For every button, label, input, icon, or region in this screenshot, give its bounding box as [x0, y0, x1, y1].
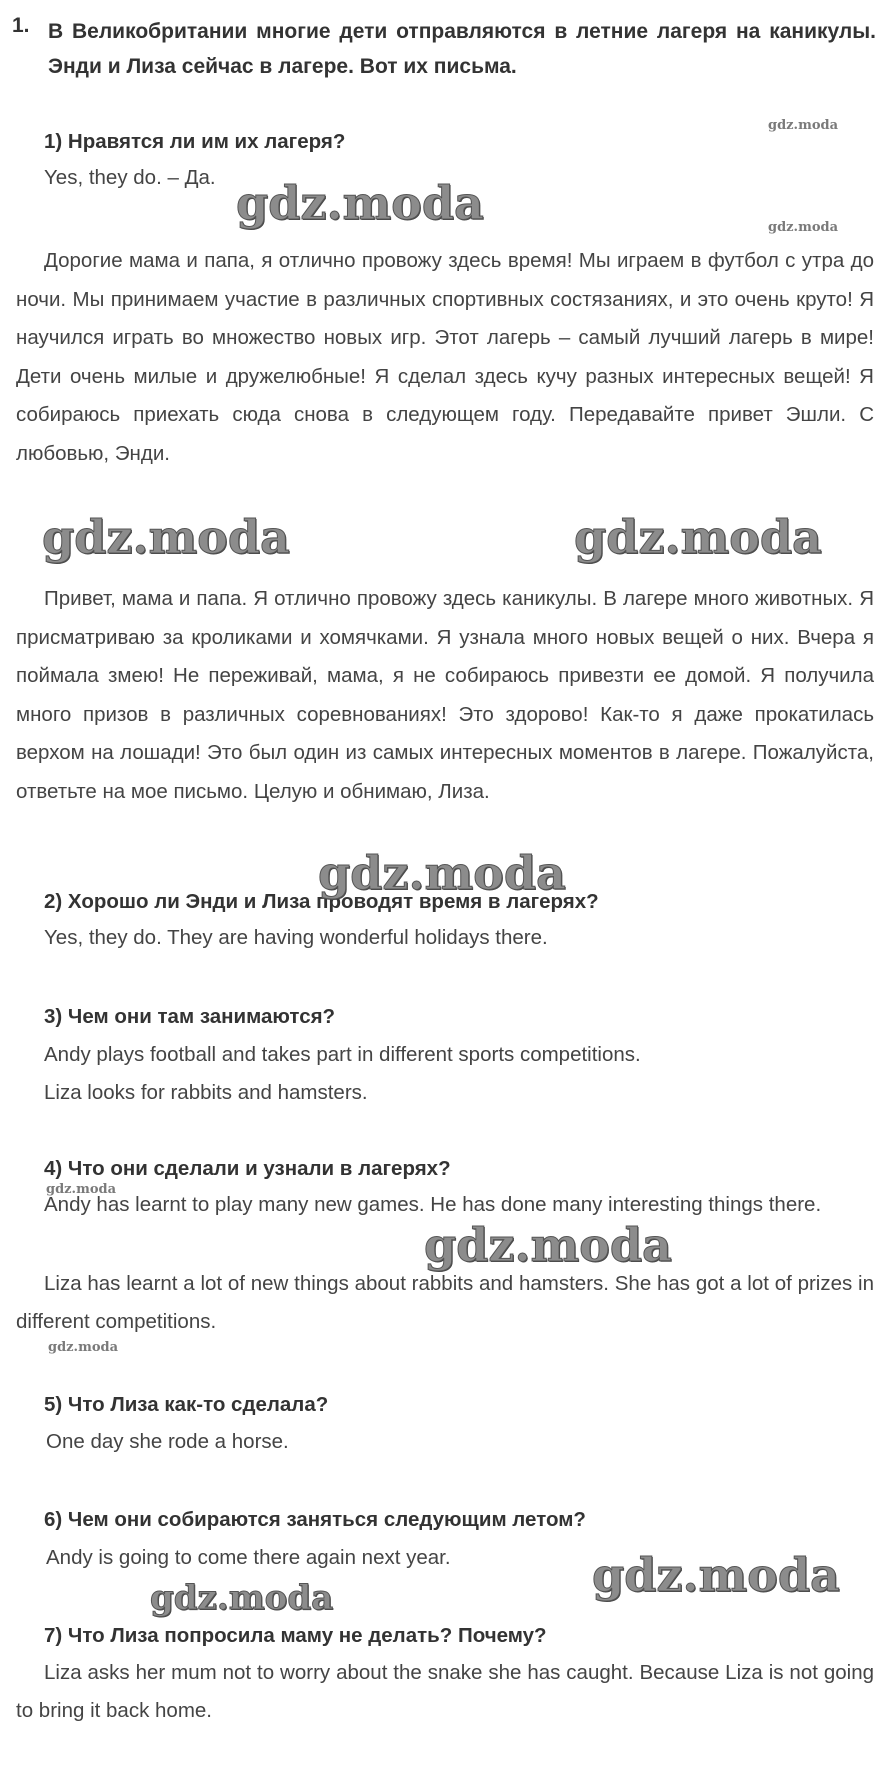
answer-4-liza: Liza has learnt a lot of new things about rabbits and hamsters. She has got a lot of prizes in different competitions.	[16, 1272, 874, 1333]
watermark-large: gdz.moda	[424, 1218, 672, 1272]
exercise-number: 1.	[12, 14, 30, 37]
question-6: 6) Чем они собираются заняться следующим летом?	[44, 1508, 586, 1531]
watermark-small: gdz.moda	[768, 118, 839, 133]
answer-7: Liza asks her mum not to worry about the snake she has caught. Because Liza is not going to bring it back home.	[16, 1661, 874, 1722]
watermark-large: gdz.moda	[42, 510, 290, 564]
watermark-small: gdz.moda	[48, 1340, 119, 1355]
answer-4-andy: Andy has learnt to play many new games. He has done many interesting things there.	[44, 1193, 822, 1216]
answer-5: One day she rode a horse.	[46, 1430, 289, 1453]
answer-1: Yes, they do. – Да.	[44, 166, 216, 189]
watermark-small: gdz.moda	[46, 1182, 117, 1197]
watermark-medium: gdz.moda	[150, 1578, 334, 1618]
question-4: 4) Что они сделали и узнали в лагерях?	[44, 1157, 451, 1180]
question-5: 5) Что Лиза как-то сделала?	[44, 1393, 329, 1416]
answer-3-andy: Andy plays football and takes part in different sports competitions.	[44, 1043, 641, 1066]
watermark-large: gdz.moda	[574, 510, 822, 564]
answer-2: Yes, they do. They are having wonderful holidays there.	[44, 926, 548, 949]
exercise-intro: В Великобритании многие дети отправляются в летние лагеря на каникулы. Энди и Лиза сейчас в лагере. Вот их письма.	[48, 20, 876, 78]
watermark-small: gdz.moda	[768, 220, 839, 235]
watermark-large: gdz.moda	[318, 846, 566, 900]
question-1: 1) Нравятся ли им их лагеря?	[44, 130, 346, 153]
answer-3-liza: Liza looks for rabbits and hamsters.	[44, 1081, 368, 1104]
question-7: 7) Что Лиза попросила маму не делать? Почему?	[44, 1624, 547, 1647]
letter-andy: Дорогие мама и папа, я отлично провожу здесь время! Мы играем в футбол с утра до ночи. Мы принимаем участие в различных спортивных состязаниях, и это очень круто! Я научился играть во множество новых игр. Этот лагерь – самый лучший лагерь в мире! Дети очень милые и дружелюбные! Я сделал здесь кучу разных интересных вещей! Я собираюсь приехать сюда снова в следующем году. Передавайте привет Эшли. С любовью, Энди.	[16, 249, 874, 465]
answer-6: Andy is going to come there again next year.	[46, 1546, 451, 1569]
letter-liza: Привет, мама и папа. Я отлично провожу здесь каникулы. В лагере много животных. Я присматриваю за кроликами и хомячками. Я узнала много новых вещей о них. Вчера я поймала змею! Не переживай, мама, я не собираюсь привезти ее домой. Я получила много призов в различных соревнованиях! Это здорово! Как-то я даже прокатилась верхом на лошади! Это был один из самых интересных моментов в лагере. Пожалуйста, ответьте на мое письмо. Целую и обнимаю, Лиза.	[16, 587, 874, 803]
watermark-large: gdz.moda	[592, 1548, 840, 1602]
watermark-large: gdz.moda	[236, 176, 484, 230]
question-2: 2) Хорошо ли Энди и Лиза проводят время в лагерях?	[44, 890, 599, 913]
question-3: 3) Чем они там занимаются?	[44, 1005, 336, 1028]
